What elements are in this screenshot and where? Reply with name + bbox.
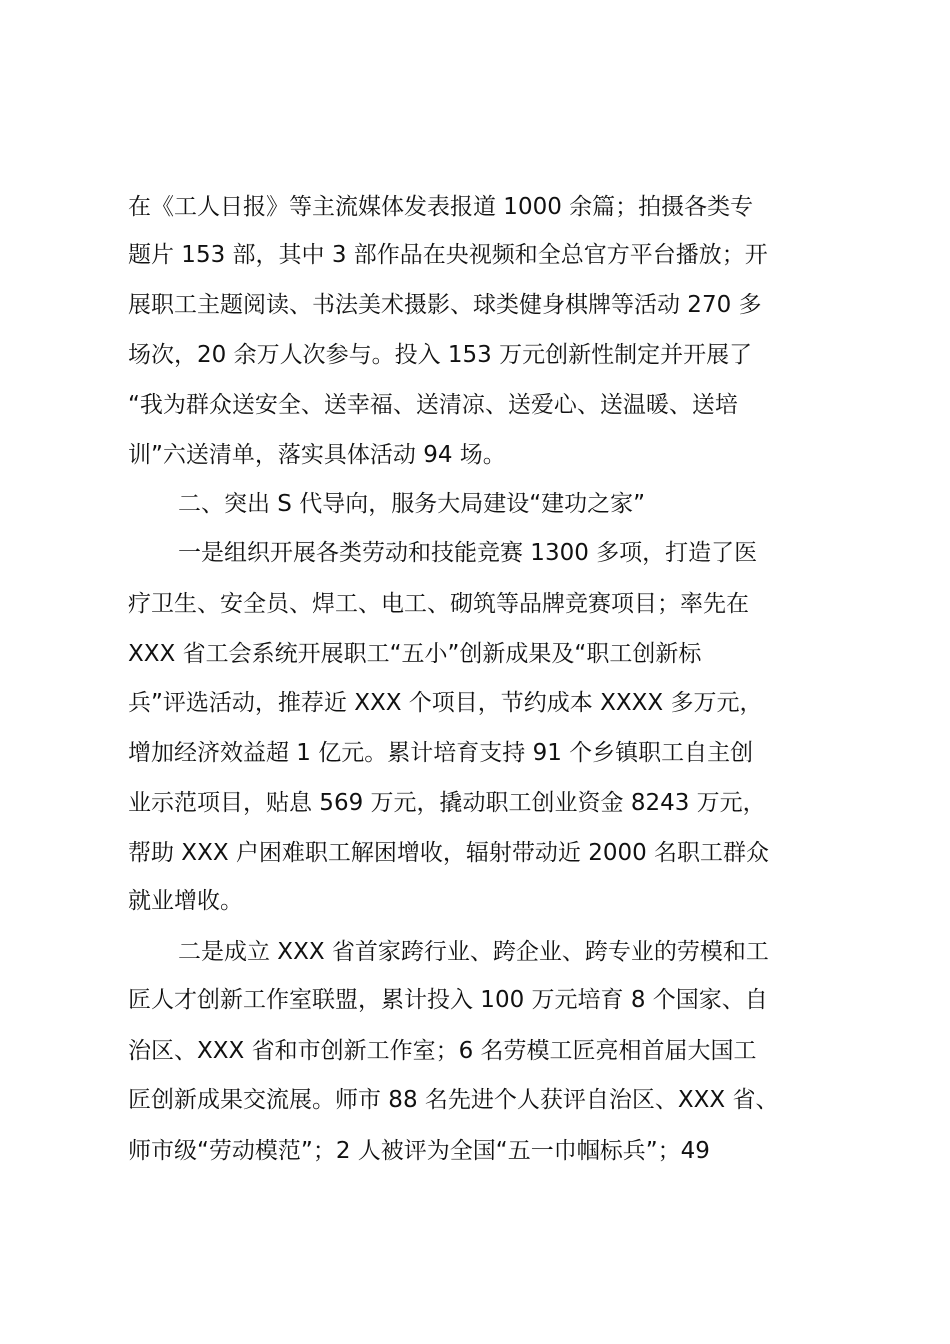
section-heading: 二、突出 S 代导向，服务大局建设“建功之家”: [178, 491, 646, 517]
text-line-15: 就业增收。: [128, 888, 243, 914]
text-line-2: 题片 153 部，其中 3 部作品在央视频和全总官方平台播放；开: [128, 242, 768, 268]
text-line-6: 训”六送清单，落实具体活动 94 场。: [128, 442, 506, 468]
text-line-17: 匠人才创新工作室联盟，累计投入 100 万元培育 8 个国家、自: [128, 987, 768, 1013]
text-line-8: 一是组织开展各类劳动和技能竞赛 1300 多项，打造了医: [178, 540, 758, 566]
text-line-13: 业示范项目，贴息 569 万元，撬动职工创业资金 8243 万元，: [128, 790, 766, 816]
text-line-20: 师市级“劳动模范”；2 人被评为全国“五一巾帼标兵”；49: [128, 1138, 710, 1164]
text-line-5: “我为群众送安全、送幸福、送清凉、送爱心、送温暖、送培: [128, 392, 738, 418]
text-line-11: 兵”评选活动，推荐近 XXX 个项目，节约成本 XXXX 多万元，: [128, 690, 763, 716]
text-line-3: 展职工主题阅读、书法美术摄影、球类健身棋牌等活动 270 多: [128, 292, 762, 318]
text-line-1: 在《工人日报》等主流媒体发表报道 1000 余篇；拍摄各类专: [128, 194, 754, 220]
text-line-12: 增加经济效益超 1 亿元。累计培育支持 91 个乡镇职工自主创: [128, 740, 754, 766]
text-line-18: 治区、XXX 省和市创新工作室；6 名劳模工匠亮相首届大国工: [128, 1038, 757, 1064]
text-line-10: XXX 省工会系统开展职工“五小”创新成果及“职工创新标: [128, 641, 702, 667]
text-line-14: 帮助 XXX 户困难职工解困增收，辐射带动近 2000 名职工群众: [128, 840, 770, 866]
text-line-19: 匠创新成果交流展。师市 88 名先进个人获评自治区、XXX 省、: [128, 1087, 779, 1113]
text-line-9: 疗卫生、安全员、焊工、电工、砌筑等品牌竞赛项目；率先在: [128, 591, 749, 617]
text-line-16: 二是成立 XXX 省首家跨行业、跨企业、跨专业的劳模和工: [178, 939, 769, 965]
text-line-4: 场次，20 余万人次参与。投入 153 万元创新性制定并开展了: [128, 342, 753, 368]
